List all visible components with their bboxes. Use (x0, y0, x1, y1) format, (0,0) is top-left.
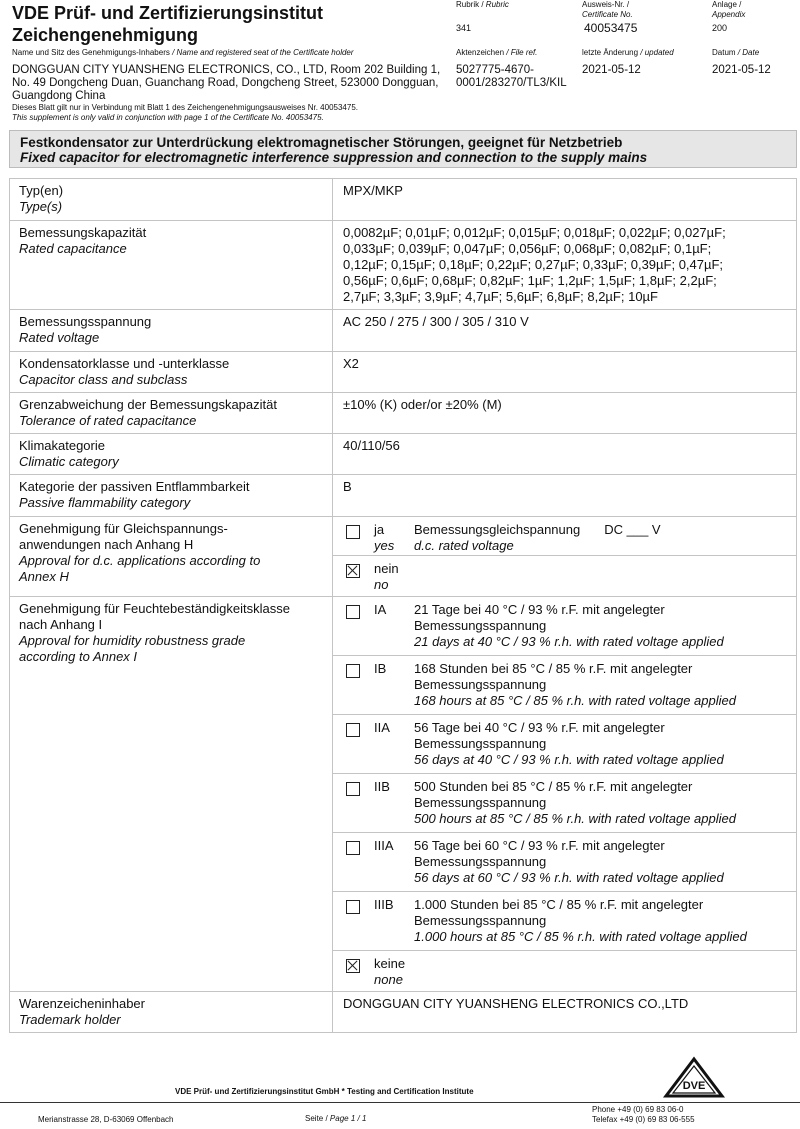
humidity-iiia-checkbox[interactable] (346, 841, 360, 855)
class-value: X2 (333, 352, 797, 393)
flammability-value: B (333, 475, 797, 517)
rubric-value: 341 (456, 23, 472, 33)
dc-no-checkbox[interactable] (346, 564, 360, 578)
holder-address: DONGGUAN CITY YUANSHENG ELECTRONICS, CO., LTD, Room 202 Building 1, No. 49 Dongcheng Duan, Guanchang Road, Dongcheng Street, 523000 Dongguan, Guangdong China (12, 64, 441, 102)
table-row-type: Typ(en) Type(s) MPX/MKP (10, 179, 797, 221)
certificate-number: 40053475 (584, 21, 638, 35)
table-row-capacitance: Bemessungskapazität Rated capacitance 0,0082µF; 0,01µF; 0,012µF; 0,015µF; 0,018µF; 0,022µF; 0,027µF; 0,033µF; 0,039µF; 0,047µF; 0,056µF; 0,068µF; 0,082µF; 0,1µF; 0,12µF; 0,15µF; 0,18µF; 0,22µF; 0,27µF; 0,33µF; 0,39µF; 0,47µF; 0,56µF; 0,6µF; 0,68µF; 0,82µF; 1µF; 1,2µF; 1,5µF; 1,8µF; 2,2µF; 2,7µF; 3,3µF; 3,9µF; 4,7µF; 5,6µF; 6,8µF; 8,2µF; 10µF (10, 221, 797, 310)
footer-address: Merianstrasse 28, D-63069 Offenbach (38, 1115, 174, 1124)
date-label: Datum / Date (712, 48, 760, 57)
vde-logo-icon (662, 1056, 726, 1100)
footer-contact: Phone +49 (0) 69 83 06-0 Telefax +49 (0) 69 83 06-555 (592, 1105, 695, 1124)
table-row-tolerance: Grenzabweichung der Bemessungskapazität Tolerance of rated capacitance ±10% (K) oder/or ±20% (M) (10, 393, 797, 434)
humidity-none-checkbox[interactable] (346, 959, 360, 973)
appendix-value: 200 (712, 23, 728, 33)
humidity-option-iib: IIB 500 Stunden bei 85 °C / 85 % r.F. mit angelegter Bemessungsspannung 500 hours at 85 °C / 85 % r.h. with rated voltage applied (333, 774, 796, 833)
humidity-iia-checkbox[interactable] (346, 723, 360, 737)
dc-yes-checkbox[interactable] (346, 525, 360, 539)
holder-label: Name und Sitz des Genehmigungs-Inhabers / Name and registered seat of the Certificate holder (12, 48, 354, 57)
appendix-label: Anlage / Appendix (712, 0, 746, 19)
trademark-value: DONGGUAN CITY YUANSHENG ELECTRONICS CO.,LTD (333, 992, 797, 1033)
updated-label: letzte Änderung / updated (582, 48, 674, 57)
table-row-humidity-approval: Genehmigung für Feuchtebeständigkeitsklasse nach Anhang I Approval for humidity robustness grade according to Annex I IA 21 Tage bei 40 °C / 93 % r.F. mit angelegter Bemessungsspannung 21 days at 40 °C / 93 % r.h. with rated voltage applied IB 168 Stunden bei 85 °C / 85 % r.F. mit angelegter Bemessungsspannung 168 hours at 85 °C / 85 % r.h. with rated voltage applied IIA 56 Tage bei 40 °C / 93 % r.F. mit angelegter Bemessungsspannung 56 days at 40 °C / 93 % r.h. with rated voltage applied IIB 500 Stunden bei 85 °C / 85 % r.F. mit angelegter Bemessungsspannung 500 hours at 85 °C / 85 % r.h. with rated voltage applied IIIA 56 Tage bei 60 °C / 93 % r.F. mit angelegter Bemessungsspannung 56 days at 60 °C / 93 % r.h. with rated voltage applied IIIB 1.000 Stunden bei 85 °C / 85 % r.F. mit angelegter Bemessungsspannung 1.000 hours at 85 °C / 85 % r.h. with rated voltage applied keine none (10, 597, 797, 992)
footer-institute: VDE Prüf- und Zertifizierungsinstitut GmbH * Testing and Certification Institute (175, 1087, 474, 1096)
humidity-option-ia: IA 21 Tage bei 40 °C / 93 % r.F. mit angelegter Bemessungsspannung 21 days at 40 °C / 93 % r.h. with rated voltage applied (333, 597, 796, 656)
climatic-value: 40/110/56 (333, 434, 797, 475)
capacitance-values: 0,0082µF; 0,01µF; 0,012µF; 0,015µF; 0,018µF; 0,022µF; 0,027µF; 0,033µF; 0,039µF; 0,047µF; 0,056µF; 0,068µF; 0,082µF; 0,1µF; 0,12µF; 0,15µF; 0,18µF; 0,22µF; 0,27µF; 0,33µF; 0,39µF; 0,47µF; 0,56µF; 0,6µF; 0,68µF; 0,82µF; 1µF; 1,2µF; 1,5µF; 1,8µF; 2,2µF; 2,7µF; 3,3µF; 3,9µF; 4,7µF; 5,6µF; 6,8µF; 8,2µF; 10µF (333, 221, 797, 310)
tolerance-value: ±10% (K) oder/or ±20% (M) (333, 393, 797, 434)
table-row-flammability: Kategorie der passiven Entflammbarkeit Passive flammability category B (10, 475, 797, 517)
certificate-label: Ausweis-Nr. / Certificate No. (582, 0, 633, 19)
humidity-option-iiia: IIIA 56 Tage bei 60 °C / 93 % r.F. mit angelegter Bemessungsspannung 56 days at 60 °C / 93 % r.h. with rated voltage applied (333, 833, 796, 892)
humidity-iiib-checkbox[interactable] (346, 900, 360, 914)
specification-table (9, 178, 797, 1033)
updated-date: 2021-05-12 (582, 64, 641, 76)
document-title: VDE Prüf- und Zertifizierungsinstitut Zeichengenehmigung (12, 3, 323, 45)
footer-divider (0, 1102, 800, 1103)
humidity-iib-checkbox[interactable] (346, 782, 360, 796)
humidity-option-none: keine none (333, 951, 796, 991)
product-category-banner: Festkondensator zur Unterdrückung elektromagnetischer Störungen, geeignet für Netzbetrieb Fixed capacitor for electromagnetic interference suppression and connection to the supply mains (9, 130, 797, 168)
rubric-label: Rubrik / Rubric (456, 0, 509, 9)
issue-date: 2021-05-12 (712, 64, 771, 76)
validity-note: Dieses Blatt gilt nur in Verbindung mit Blatt 1 des Zeichengenehmigungsausweises Nr. 40053475. This supplement is only valid in conjunction with page 1 of the Certificate No. 40053475. (12, 103, 358, 122)
humidity-option-ib: IB 168 Stunden bei 85 °C / 85 % r.F. mit angelegter Bemessungsspannung 168 hours at 85 °C / 85 % r.h. with rated voltage applied (333, 656, 796, 715)
svg-text:DVE: DVE (682, 1080, 706, 1092)
file-reference: 5027775-4670- 0001/283270/TL3/KIL (456, 64, 567, 89)
voltage-value: AC 250 / 275 / 300 / 305 / 310 V (333, 310, 797, 352)
humidity-option-iia: IIA 56 Tage bei 40 °C / 93 % r.F. mit angelegter Bemessungsspannung 56 days at 40 °C / 93 % r.h. with rated voltage applied (333, 715, 796, 774)
table-row-voltage: Bemessungsspannung Rated voltage AC 250 / 275 / 300 / 305 / 310 V (10, 310, 797, 352)
type-value: MPX/MKP (333, 179, 797, 221)
table-row-climatic: Klimakategorie Climatic category 40/110/56 (10, 434, 797, 475)
dc-option-no: nein no (333, 556, 796, 596)
humidity-option-iiib: IIIB 1.000 Stunden bei 85 °C / 85 % r.F. mit angelegter Bemessungsspannung 1.000 hours at 85 °C / 85 % r.h. with rated voltage applied (333, 892, 796, 951)
humidity-ib-checkbox[interactable] (346, 664, 360, 678)
dc-option-yes: ja yes Bemessungsgleichspannung DC ___ V d.c. rated voltage (333, 517, 796, 556)
table-row-class: Kondensatorklasse und -unterklasse Capacitor class and subclass X2 (10, 352, 797, 393)
file-ref-label: Aktenzeichen / File ref. (456, 48, 538, 57)
humidity-ia-checkbox[interactable] (346, 605, 360, 619)
footer-page: Seite / Page 1 / 1 (305, 1114, 367, 1123)
table-row-dc-approval: Genehmigung für Gleichspannungs- anwendungen nach Anhang H Approval for d.c. applications according to Annex H ja yes Bemessungsgleichspannung DC ___ V d.c. rated voltage nein no (10, 517, 797, 597)
table-row-trademark: Warenzeicheninhaber Trademark holder DONGGUAN CITY YUANSHENG ELECTRONICS CO.,LTD (10, 992, 797, 1033)
